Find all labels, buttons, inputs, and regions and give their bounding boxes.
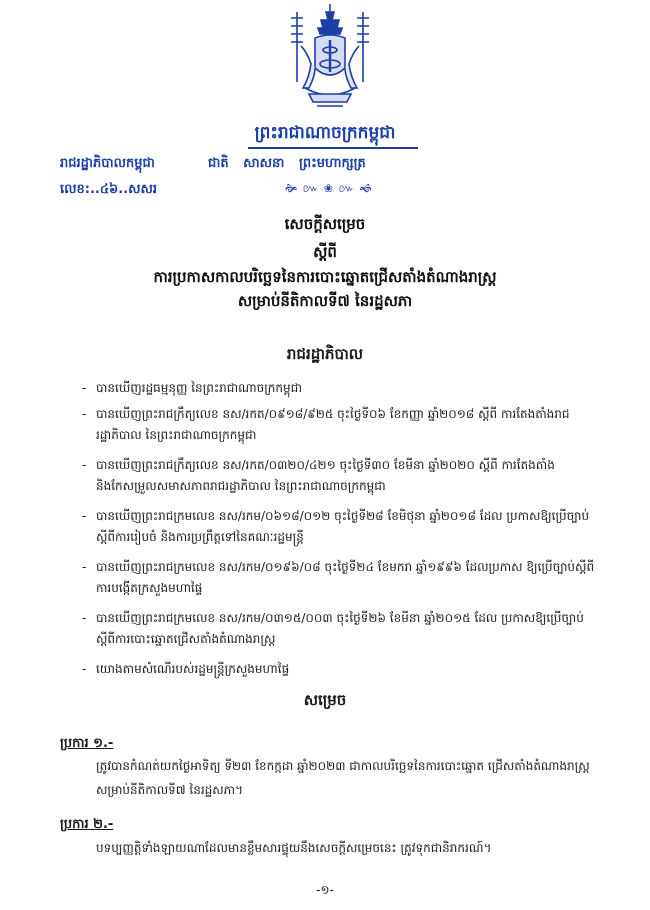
- dash-bullet: -: [82, 611, 87, 625]
- kingdom-name: ព្រះរាជាណាចក្រកម្ពុជា: [254, 123, 396, 143]
- dash-bullet: -: [82, 509, 87, 523]
- list-item: - បានឃើញព្រះរាជក្រមលេខ នស/រកម/០១៩៦/០៨ ចុះថ្ងៃទី២៤ ខែមករា ឆ្នាំ១៩៩៦ ដែលប្រកាស ឱ្យប្រើច្បាប់ស្ដីពីការបង្កើតក្រសួងមហាផ្ទៃ: [96, 557, 601, 599]
- article-2-text: បទប្បញ្ញត្តិទាំងឡាយណាដែលមានខ្លឹមសារផ្ទុយនឹងសេចក្ដីសម្រេចនេះ ត្រូវទុកជានិរាករណ៍។: [96, 841, 492, 855]
- title-about: ស្ដីពី: [313, 243, 337, 261]
- title-subject: ការប្រកាសកាលបរិច្ឆេទនៃការបោះឆ្នោតជ្រើសតាំងតំណាងរាស្ត្រ: [153, 268, 497, 286]
- kingdom-underline: [248, 147, 418, 149]
- reference-number: លេខ:..៤៦..សសរ: [60, 182, 157, 197]
- dash-bullet: -: [82, 662, 87, 676]
- dash-bullet: -: [82, 560, 87, 574]
- list-item: - បានឃើញព្រះរាជក្រមលេខ នស/រកម/០៣១៥/០០៣ ចុះថ្ងៃទី២៦ ខែមីនា ឆ្នាំ២០១៥ ដែល ប្រកាសឱ្យប្រើច្បាប់ស្ដីពីការបោះឆ្នោតជ្រើសតាំងតំណាងរាស្ត្រ: [96, 608, 601, 650]
- dash-bullet: -: [82, 458, 87, 472]
- article-1-text: ត្រូវបានកំណត់យកថ្ងៃអាទិត្យ ទី២៣ ខែកក្កដា ឆ្នាំ២០២៣ ជាកាលបរិច្ឆេទនៃការបោះឆ្នោត ជ្រើសតាំងតំណាងរាស្ត្រ សម្រាប់នីតិកាលទី៧ នៃរដ្ឋសភា។: [96, 759, 590, 797]
- list-item: - បានឃើញព្រះរាជក្រមលេខ នស/រកម/០៦១៨/០១២ ចុះថ្ងៃទី២៨ ខែមិថុនា ឆ្នាំ២០១៨ ដែល ប្រកាសឱ្យប្រើច្បាប់ស្ដីពីការរៀបចំ និងការប្រព្រឹត្តទៅនៃគណៈរដ្ឋមន្ត្រី: [96, 506, 601, 548]
- decision-heading: សម្រេច: [303, 691, 347, 709]
- list-item: - បានឃើញព្រះរាជក្រឹត្យលេខ នស/រកត/០៣២០/៤២១ ចុះថ្ងៃទី៣០ ខែមីនា ឆ្នាំ២០២០ ស្ដីពី ការតែងតាំង និងកែសម្រួលសមាសភាពរាជរដ្ឋាភិបាល នៃព្រះរាជាណាចក្រកម្ពុជា: [96, 455, 601, 497]
- list-item: - យោងតាមសំណើរបស់រដ្ឋមន្ត្រីក្រសួងមហាផ្ទៃ: [96, 659, 601, 680]
- list-item: - បានឃើញរដ្ឋធម្មនុញ្ញ នៃព្រះរាជាណាចក្រកម្ពុជា: [96, 378, 601, 399]
- page-number: -១-: [316, 883, 334, 897]
- article-1-label: ប្រការ ១.-: [60, 736, 114, 751]
- government-heading: រាជរដ្ឋាភិបាល: [286, 345, 364, 363]
- national-motto: ជាតិ សាសនា ព្រះមហាក្សត្រ: [208, 156, 366, 171]
- document-type: សេចក្ដីសម្រេច: [284, 215, 366, 233]
- motto-ornament: 🙞 ៚ ❀ ៚ 🙜: [285, 182, 373, 195]
- issuing-authority: រាជរដ្ឋាភិបាលកម្ពុជា: [60, 156, 155, 171]
- dash-bullet: -: [82, 407, 87, 421]
- list-item: - បានឃើញព្រះរាជក្រឹត្យលេខ នស/រកត/០៩១៨/៩២៥ ចុះថ្ងៃទី០៦ ខែកញ្ញា ឆ្នាំ២០១៨ ស្ដីពី ការតែងតាំងរាជរដ្ឋាភិបាល នៃព្រះរាជាណាចក្រកម្ពុជា: [96, 404, 601, 446]
- royal-coat-of-arms-icon: [285, 2, 375, 114]
- dash-bullet: -: [82, 381, 87, 395]
- title-subject-cont: សម្រាប់នីតិកាលទី៧ នៃរដ្ឋសភា: [237, 292, 413, 310]
- article-2-label: ប្រការ ២.-: [60, 817, 114, 832]
